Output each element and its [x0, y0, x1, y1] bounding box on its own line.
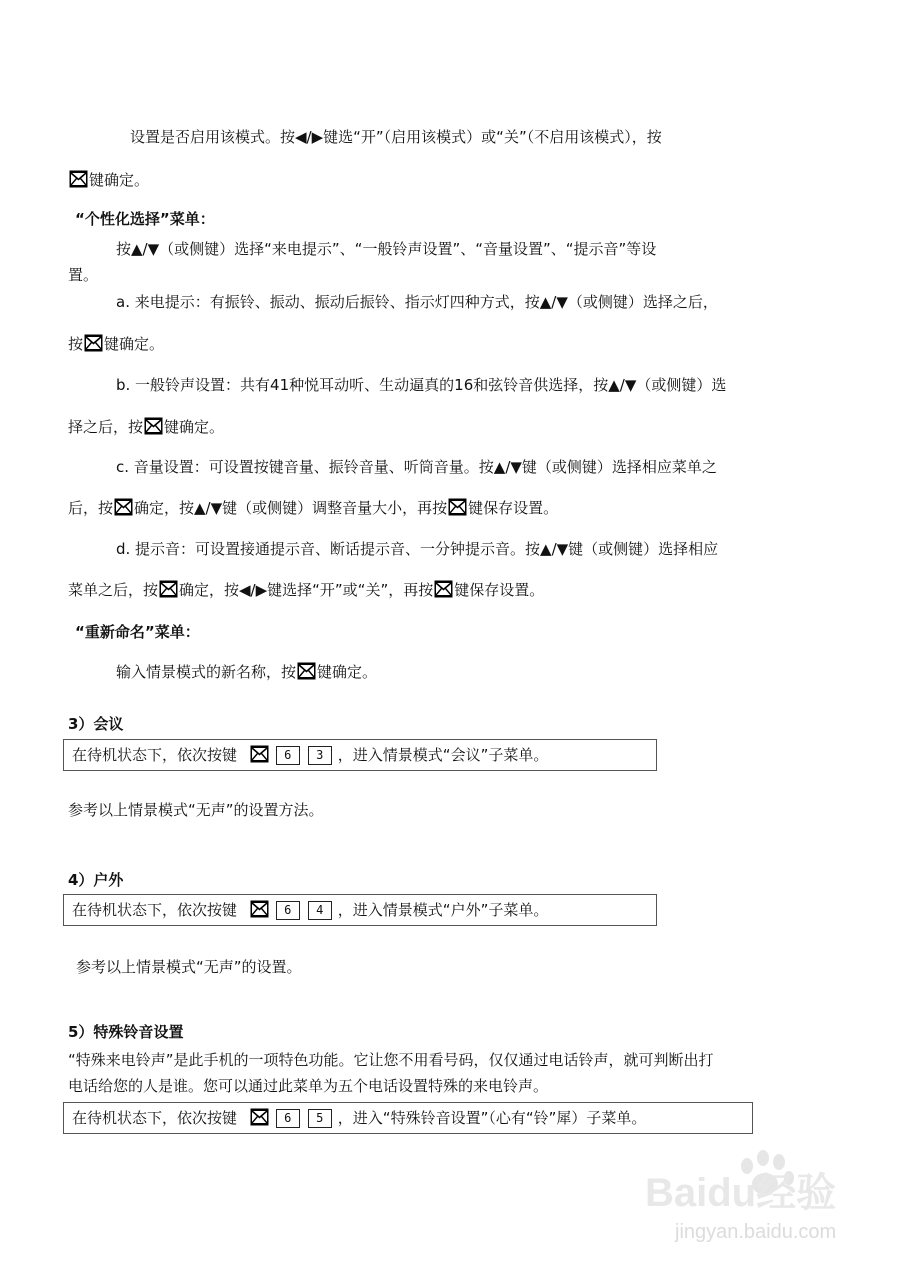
key-6: 6	[276, 746, 300, 765]
envelope-key-icon	[297, 662, 316, 680]
item-d-line2: 菜单之后，按 确定，按◀/▶键选择“开”或“关”，再按 键保存设置。	[68, 581, 545, 599]
rename-line: 输入情景模式的新名称，按 键确定。	[116, 663, 378, 681]
envelope-key-icon	[434, 580, 453, 598]
key-4: 4	[308, 901, 332, 920]
special-heading: 5）特殊铃音设置	[68, 1023, 184, 1041]
watermark-url: jingyan.baidu.com	[675, 1221, 837, 1243]
item-d-line1: d. 提示音：可设置接通提示音、断话提示音、一分钟提示音。按▲/▼键（或侧键）选择相应	[116, 540, 719, 558]
intro-text-b: 键确定。	[89, 171, 150, 189]
personalize-desc-a: 按▲/▼（或侧键）选择“来电提示”、“一般铃声设置”、“音量设置”、“提示音”等设	[116, 240, 657, 258]
item-b-line2: 择之后，按 键确定。	[68, 418, 225, 436]
envelope-key-icon	[250, 900, 269, 918]
special-instruction-box: 在待机状态下，依次按键 6 5 ，进入“特殊铃音设置”（心有“铃”犀）子菜单。	[63, 1102, 753, 1134]
watermark-logo-text: Baidu经验	[645, 1171, 837, 1215]
personalize-heading: “个性化选择”菜单：	[75, 210, 215, 228]
item-a-line1: a. 来电提示：有振铃、振动、振动后振铃、指示灯四种方式，按▲/▼（或侧键）选择之后，	[116, 293, 718, 311]
key-6: 6	[276, 1109, 300, 1128]
outdoor-instruction-box: 在待机状态下，依次按键 6 4 ，进入情景模式“户外”子菜单。	[63, 894, 657, 926]
envelope-key-icon	[69, 170, 88, 188]
intro-text-a: 设置是否启用该模式。按◀/▶键选“开”（启用该模式）或“关”（不启用该模式），按	[130, 128, 662, 146]
envelope-key-icon	[159, 580, 178, 598]
meeting-instruction-box: 在待机状态下，依次按键 6 3 ，进入情景模式“会议”子菜单。	[63, 739, 657, 771]
item-a-line2: 按 键确定。	[68, 335, 165, 353]
intro-line-1	[130, 127, 662, 147]
item-c-line1: c. 音量设置：可设置按键音量、振铃音量、听筒音量。按▲/▼键（或侧键）选择相应菜单之	[116, 458, 717, 476]
envelope-key-icon	[84, 334, 103, 352]
envelope-key-icon	[448, 498, 467, 516]
special-desc-2: 电话给您的人是谁。您可以通过此菜单为五个电话设置特殊的来电铃声。	[68, 1077, 549, 1095]
item-b-line1: b. 一般铃声设置：共有41种悦耳动听、生动逼真的16和弦铃音供选择，按▲/▼（或侧键）选	[116, 376, 727, 394]
personalize-desc-b: 置。	[68, 266, 99, 284]
outdoor-heading: 4）户外	[68, 871, 124, 889]
rename-heading: “重新命名”菜单：	[75, 623, 200, 641]
meeting-heading: 3）会议	[68, 715, 124, 733]
item-c-line2: 后，按 确定，按▲/▼键（或侧键）调整音量大小，再按 键保存设置。	[68, 499, 559, 517]
envelope-key-icon	[114, 498, 133, 516]
special-desc-1: “特殊来电铃声”是此手机的一项特色功能。它让您不用看号码，仅仅通过电话铃声，就可判断出打	[68, 1051, 714, 1069]
key-6: 6	[276, 901, 300, 920]
meeting-reference: 参考以上情景模式“无声”的设置方法。	[68, 801, 324, 819]
key-3: 3	[308, 746, 332, 765]
intro-line-2	[68, 170, 149, 190]
outdoor-reference: 参考以上情景模式“无声”的设置。	[76, 958, 302, 976]
envelope-key-icon	[250, 745, 269, 763]
envelope-key-icon	[250, 1108, 269, 1126]
envelope-key-icon	[144, 417, 163, 435]
key-5: 5	[308, 1109, 332, 1128]
